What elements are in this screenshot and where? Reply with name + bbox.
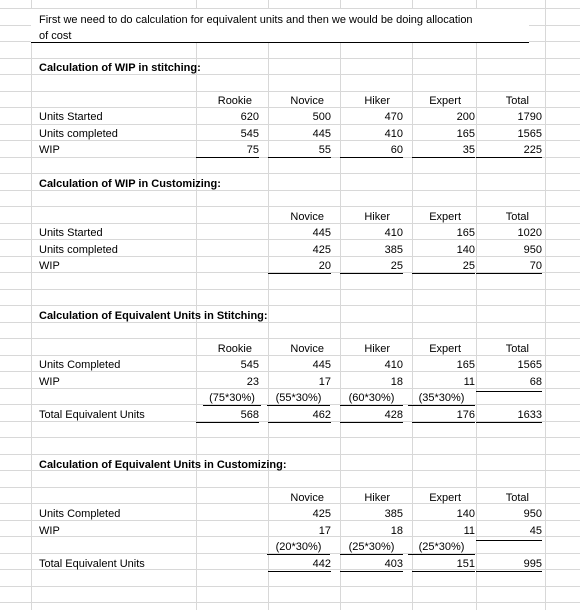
gridline-col [196, 0, 197, 610]
row-label-units-started: Units Started [39, 227, 103, 239]
value-cell: 165 [456, 227, 475, 239]
header-expert: Expert [429, 211, 461, 223]
value-cell: 17 [318, 376, 331, 388]
value-cell: 1020 [517, 227, 542, 239]
gridline-row [0, 437, 580, 438]
row-label-total-equivalent-units: Total Equivalent Units [39, 409, 145, 421]
value-cell: 410 [384, 359, 403, 371]
header-hiker: Hiker [364, 95, 390, 107]
value-cell: 500 [312, 111, 331, 123]
section-title-wip-customizing: Calculation of WIP in Customizing: [39, 178, 221, 190]
value-cell: 410 [384, 128, 403, 140]
value-cell: 11 [463, 376, 475, 388]
value-cell: 45 [529, 525, 542, 537]
value-cell: 950 [523, 244, 542, 256]
row-label-units-started: Units Started [39, 111, 103, 123]
value-cell: 620 [240, 111, 259, 123]
header-expert: Expert [429, 492, 461, 504]
header-total: Total [505, 343, 529, 355]
row-label-units-completed: Units completed [39, 244, 118, 256]
row-label-wip: WIP [39, 260, 60, 272]
value-cell: 462 [268, 408, 331, 423]
formula-note: (25*30%) [340, 540, 403, 555]
value-cell: 445 [312, 128, 331, 140]
value-cell: 470 [384, 111, 403, 123]
gridline-row [0, 487, 580, 488]
value-cell: 23 [246, 376, 259, 388]
gridline-row [0, 586, 580, 587]
value-cell: 200 [456, 111, 475, 123]
gridline-row [0, 602, 580, 603]
gridline-row [0, 289, 580, 290]
formula-note: (60*30%) [340, 391, 403, 406]
formula-note: (35*30%) [408, 391, 475, 406]
value-cell: 442 [268, 557, 331, 572]
formula-note: (20*30%) [267, 540, 330, 555]
section-title-eq-stitching: Calculation of Equivalent Units in Stitching: [39, 310, 268, 322]
gridline-row [0, 206, 580, 207]
header-hiker: Hiker [364, 492, 390, 504]
value-cell: 55 [268, 143, 331, 158]
header-novice: Novice [290, 343, 324, 355]
value-cell: 385 [384, 508, 403, 520]
header-rookie: Rookie [217, 343, 252, 355]
intro-line-2: of cost [39, 30, 72, 42]
gridline-row [0, 454, 580, 455]
value-cell: 60 [340, 143, 403, 158]
value-cell: 25 [340, 259, 403, 274]
gridline-row [0, 91, 580, 92]
formula-note: (55*30%) [267, 391, 330, 406]
header-total: Total [505, 492, 529, 504]
row-label-total-equivalent-units: Total Equivalent Units [39, 558, 145, 570]
header-rookie: Rookie [217, 95, 252, 107]
value-cell: 20 [268, 259, 331, 274]
value-cell: 545 [240, 128, 259, 140]
value-cell: 25 [412, 259, 475, 274]
value-cell: 545 [240, 359, 259, 371]
gridline-col [31, 0, 32, 610]
value-cell: 140 [456, 244, 475, 256]
value-cell: 410 [384, 227, 403, 239]
value-cell: 1633 [476, 408, 542, 423]
header-expert: Expert [429, 95, 461, 107]
value-cell: 1790 [517, 111, 542, 123]
gridline-col [545, 0, 546, 610]
gridline-row [0, 305, 580, 306]
value-cell: 225 [476, 143, 542, 158]
gridline-row [0, 173, 580, 174]
intro-line-1: First we need to do calculation for equivalent units and then we would be doing allocation [39, 14, 473, 26]
total-underline [476, 391, 542, 392]
header-expert: Expert [429, 343, 461, 355]
gridline-row [0, 338, 580, 339]
row-label-units-completed: Units Completed [39, 359, 121, 371]
header-novice: Novice [290, 492, 324, 504]
value-cell: 68 [529, 376, 542, 388]
value-cell: 75 [196, 143, 259, 158]
value-cell: 385 [384, 244, 403, 256]
header-hiker: Hiker [364, 211, 390, 223]
section-title-wip-stitching: Calculation of WIP in stitching: [39, 62, 201, 74]
header-novice: Novice [290, 95, 324, 107]
value-cell: 70 [476, 259, 542, 274]
formula-note: (75*30%) [203, 391, 261, 406]
value-cell: 140 [456, 508, 475, 520]
value-cell: 425 [312, 244, 331, 256]
value-cell: 18 [390, 525, 403, 537]
value-cell: 11 [463, 525, 475, 537]
value-cell: 568 [196, 408, 259, 423]
value-cell: 445 [312, 227, 331, 239]
gridline-row [0, 124, 580, 125]
value-cell: 35 [412, 143, 475, 158]
value-cell: 176 [412, 408, 475, 423]
value-cell: 165 [456, 359, 475, 371]
value-cell: 950 [523, 508, 542, 520]
row-label-wip: WIP [39, 525, 60, 537]
value-cell: 17 [318, 525, 331, 537]
value-cell: 445 [312, 359, 331, 371]
value-cell: 403 [340, 557, 403, 572]
value-cell: 425 [312, 508, 331, 520]
total-underline [476, 540, 542, 541]
row-label-wip: WIP [39, 144, 60, 156]
header-novice: Novice [290, 211, 324, 223]
row-label-wip: WIP [39, 376, 60, 388]
header-total: Total [505, 211, 529, 223]
gridline-row [0, 58, 580, 59]
section-title-eq-customizing: Calculation of Equivalent Units in Customizing: [39, 459, 287, 471]
header-hiker: Hiker [364, 343, 390, 355]
row-label-units-completed: Units completed [39, 128, 118, 140]
value-cell: 1565 [517, 128, 542, 140]
header-total: Total [505, 95, 529, 107]
value-cell: 165 [456, 128, 475, 140]
value-cell: 995 [476, 557, 542, 572]
formula-note: (25*30%) [408, 540, 475, 555]
row-label-units-completed: Units Completed [39, 508, 121, 520]
value-cell: 151 [412, 557, 475, 572]
value-cell: 18 [390, 376, 403, 388]
value-cell: 1565 [517, 359, 542, 371]
value-cell: 428 [340, 408, 403, 423]
